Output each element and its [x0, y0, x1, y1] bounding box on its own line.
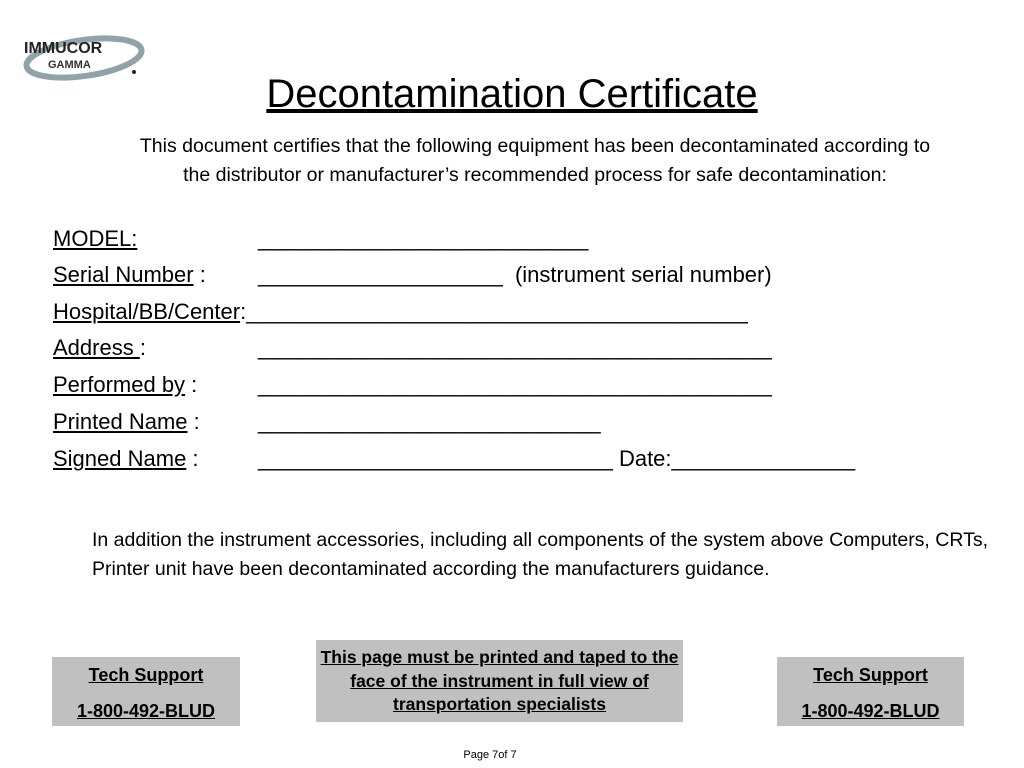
field-label-suffix: : — [240, 299, 247, 324]
tech-support-title: Tech Support — [813, 665, 928, 685]
tech-support-title: Tech Support — [88, 665, 204, 685]
field-label-text: Hospital/BB/Center — [53, 299, 241, 324]
field-label — [53, 299, 246, 324]
page-number: Page 7of 7 — [463, 749, 517, 761]
svg-text:IMMUCOR: IMMUCOR — [24, 40, 103, 57]
field-label-suffix: : — [187, 409, 200, 434]
field-label-suffix: : — [193, 262, 206, 287]
field-label — [53, 335, 146, 360]
field-blank-line[interactable]: __________________________________________ — [258, 335, 772, 360]
field-label — [53, 226, 137, 251]
field-label-text: Address — [53, 335, 140, 360]
field-note: Date:_______________ — [612, 446, 856, 471]
field-blank-line[interactable]: ____________________________ — [258, 409, 601, 434]
field-blank-line[interactable]: ____________________ — [258, 262, 503, 287]
field-blank[interactable] — [258, 446, 855, 472]
field-label — [53, 409, 200, 434]
field-label-suffix: : — [185, 372, 198, 397]
page-title: Decontamination Certificate — [266, 72, 758, 116]
tech-support-phone: 1-800-492-BLUD — [801, 701, 940, 721]
field-label-text: Performed by — [53, 372, 186, 397]
form-field-row — [53, 262, 772, 292]
field-label — [53, 262, 206, 287]
field-blank-line[interactable]: _________________________________________ — [246, 299, 748, 324]
field-blank-line[interactable]: _____________________________ — [258, 446, 613, 471]
field-label-text: Signed Name — [53, 446, 187, 471]
tech-support-phone: 1-800-492-BLUD — [76, 701, 216, 721]
field-label-suffix: : — [139, 335, 146, 360]
field-label — [53, 446, 199, 471]
intro-text: This document certifies that the following equipment has been decontaminated according to the distributor or manufacturer’s recommended process for safe decontamination: — [139, 135, 931, 186]
field-blank[interactable] — [258, 372, 772, 398]
field-label — [53, 372, 197, 397]
tech-support-box-right — [777, 657, 964, 726]
field-blank-line[interactable]: ___________________________ — [258, 226, 589, 251]
field-blank[interactable] — [258, 226, 588, 252]
form-field-row — [53, 226, 589, 256]
form-field-row — [53, 335, 772, 365]
field-label-suffix: : — [186, 446, 199, 471]
field-blank[interactable] — [258, 409, 601, 435]
form-field-row — [53, 409, 601, 439]
tech-support-box-left — [52, 657, 240, 726]
field-blank[interactable] — [258, 262, 772, 288]
field-blank[interactable] — [246, 299, 748, 324]
svg-text:GAMMA: GAMMA — [48, 59, 91, 71]
field-blank[interactable] — [258, 335, 772, 361]
field-label-text: MODEL: — [53, 226, 138, 251]
form-field-row — [53, 446, 856, 476]
notice-box: This page must be printed and taped to the face of the instrument in full view of transportation specialists — [316, 640, 683, 722]
field-note: (instrument serial number) — [502, 262, 772, 287]
additional-statement: In addition the instrument accessories, including all components of the system above Computers, CRTs, Printer unit have been decontaminated according the manufacturers guidance. — [92, 529, 989, 580]
field-label-text: Serial Number — [53, 262, 194, 287]
form-field-row — [53, 372, 772, 402]
field-label-text: Printed Name — [53, 409, 188, 434]
field-blank-line[interactable]: __________________________________________ — [258, 372, 772, 397]
form-field-row — [53, 299, 748, 329]
